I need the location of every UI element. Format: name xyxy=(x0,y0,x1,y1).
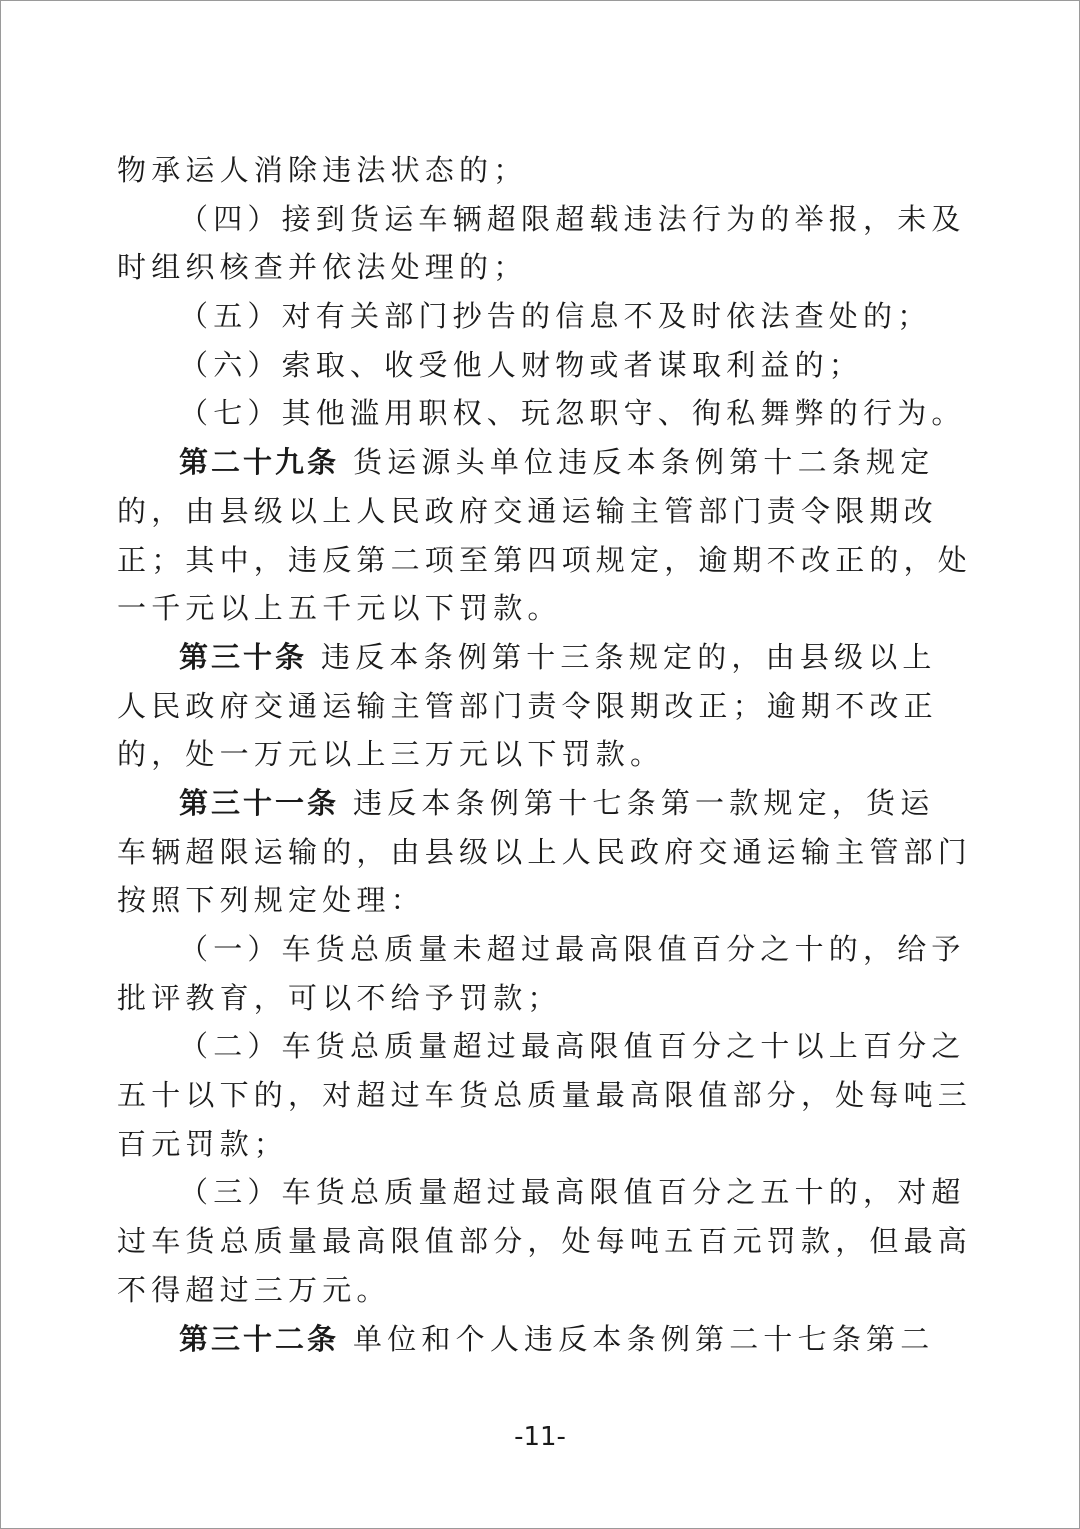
text-line: 车辆超限运输的，由县级以上人民政府交通运输主管部门 xyxy=(117,834,973,869)
article-30-line: 第三十条 违反本条例第十三条规定的，由县级以上 xyxy=(179,639,937,674)
text-line: 批评教育，可以不给予罚款； xyxy=(117,980,562,1015)
article-32-line: 第三十二条 单位和个人违反本条例第二十七条第二 xyxy=(179,1321,935,1356)
text-line: 正；其中，违反第二项至第四项规定，逾期不改正的，处 xyxy=(117,542,973,577)
article-heading: 第三十一条 xyxy=(179,785,340,820)
text-line: 人民政府交通运输主管部门责令限期改正；逾期不改正 xyxy=(117,688,938,723)
text-line: （七）其他滥用职权、玩忽职守、徇私舞弊的行为。 xyxy=(179,396,966,431)
text-line: （四）接到货运车辆超限超载违法行为的举报，未及 xyxy=(179,201,966,236)
text-line: 一千元以上五千元以下罚款。 xyxy=(117,591,562,626)
text-line: （六）索取、收受他人财物或者谋取利益的； xyxy=(179,347,864,382)
text-line: 的，处一万元以上三万元以下罚款。 xyxy=(117,737,665,772)
text-line: 五十以下的，对超过车货总质量最高限值部分，处每吨三 xyxy=(117,1078,973,1113)
text-line: 不得超过三万元。 xyxy=(117,1272,391,1307)
document-body xyxy=(117,146,973,1363)
page-number: -11- xyxy=(514,1422,566,1452)
text-line: 过车货总质量最高限值部分，处每吨五百元罚款，但最高 xyxy=(117,1224,973,1259)
text-line: （二）车货总质量超过最高限值百分之十以上百分之 xyxy=(179,1029,966,1064)
article-29-line: 第二十九条 货运源头单位违反本条例第十二条规定 xyxy=(179,445,935,480)
text-line: 按照下列规定处理： xyxy=(117,883,425,918)
article-31-line: 第三十一条 违反本条例第十七条第一款规定，货运 xyxy=(179,785,935,820)
article-heading: 第二十九条 xyxy=(179,445,340,480)
article-heading: 第三十二条 xyxy=(179,1321,340,1356)
text-line: （一）车货总质量未超过最高限值百分之十的，给予 xyxy=(179,932,966,966)
text-line: 物承运人消除违法状态的； xyxy=(117,153,528,187)
text-line: 的，由县级以上人民政府交通运输主管部门责令限期改 xyxy=(117,493,938,528)
article-heading: 第三十条 xyxy=(179,639,308,674)
text-line: 时组织核查并依法处理的； xyxy=(117,250,528,285)
text-line: （三）车货总质量超过最高限值百分之五十的，对超 xyxy=(179,1175,966,1210)
text-line: （五）对有关部门抄告的信息不及时依法查处的； xyxy=(179,299,932,334)
text-line: 百元罚款； xyxy=(117,1126,289,1161)
